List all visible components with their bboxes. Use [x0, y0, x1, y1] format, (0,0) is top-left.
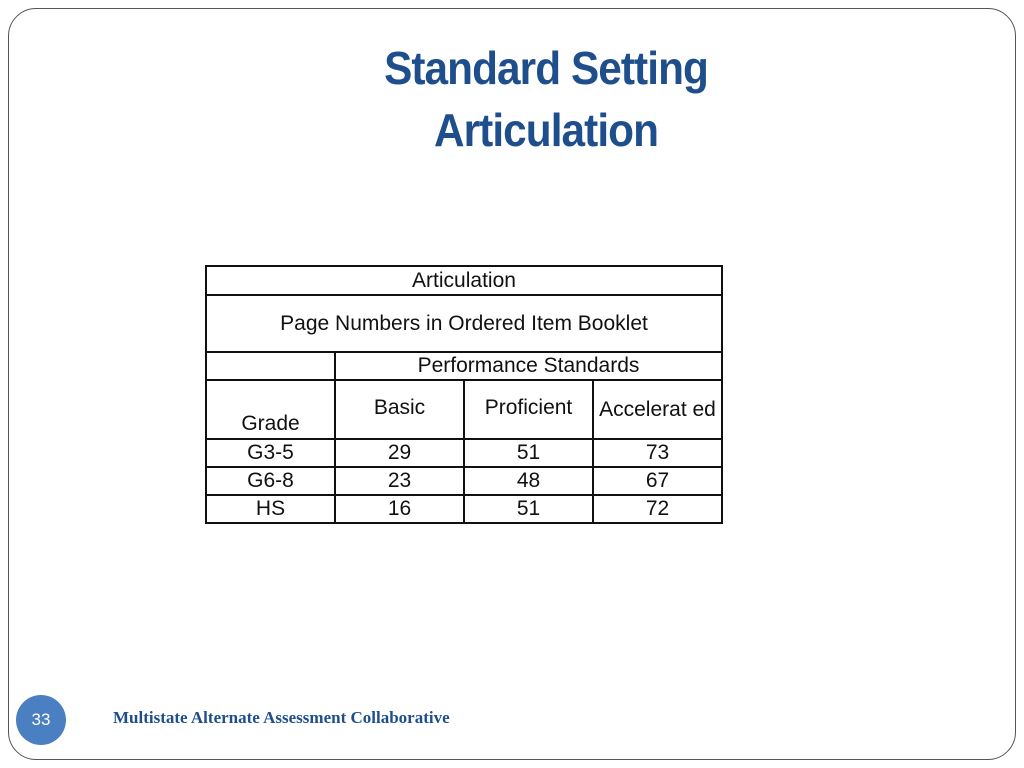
column-header-basic-label: Basic	[373, 395, 426, 419]
column-header-proficient	[464, 380, 593, 439]
articulation-table	[205, 265, 723, 524]
column-header-accelerated	[593, 380, 722, 439]
cell-basic: 23	[335, 467, 464, 495]
table-empty-cell	[206, 352, 335, 380]
slide-title-line2: Articulation	[433, 104, 659, 156]
table-caption: Articulation	[206, 266, 722, 295]
page-number-badge: 33	[16, 695, 66, 745]
column-header-proficient-label: Proficient	[484, 395, 573, 419]
cell-proficient: 51	[464, 495, 593, 523]
cell-accelerated: 73	[593, 439, 722, 467]
cell-grade: G3-5	[206, 439, 335, 467]
cell-proficient: 48	[464, 467, 593, 495]
table-row	[206, 495, 722, 523]
slide-title-line1: Standard Setting	[384, 42, 708, 94]
column-header-basic	[335, 380, 464, 439]
cell-basic: 16	[335, 495, 464, 523]
table-row	[206, 467, 722, 495]
cell-accelerated: 67	[593, 467, 722, 495]
performance-standards-header: Performance Standards	[335, 352, 722, 380]
column-header-grade-label: Grade	[241, 412, 300, 435]
cell-basic: 29	[335, 439, 464, 467]
column-header-grade	[206, 380, 335, 439]
footer-organization: Multistate Alternate Assessment Collaborative	[113, 708, 450, 727]
cell-grade: HS	[206, 495, 335, 523]
cell-grade: G6-8	[206, 467, 335, 495]
cell-proficient: 51	[464, 439, 593, 467]
cell-accelerated: 72	[593, 495, 722, 523]
column-header-accelerated-label: Accelerat ed	[599, 398, 716, 421]
table-caption-row	[206, 266, 722, 295]
table-subcaption: Page Numbers in Ordered Item Booklet	[206, 295, 722, 352]
table-group-header-row	[206, 352, 722, 380]
table-row	[206, 439, 722, 467]
table-column-header-row	[206, 380, 722, 439]
table-subcaption-row	[206, 295, 722, 352]
